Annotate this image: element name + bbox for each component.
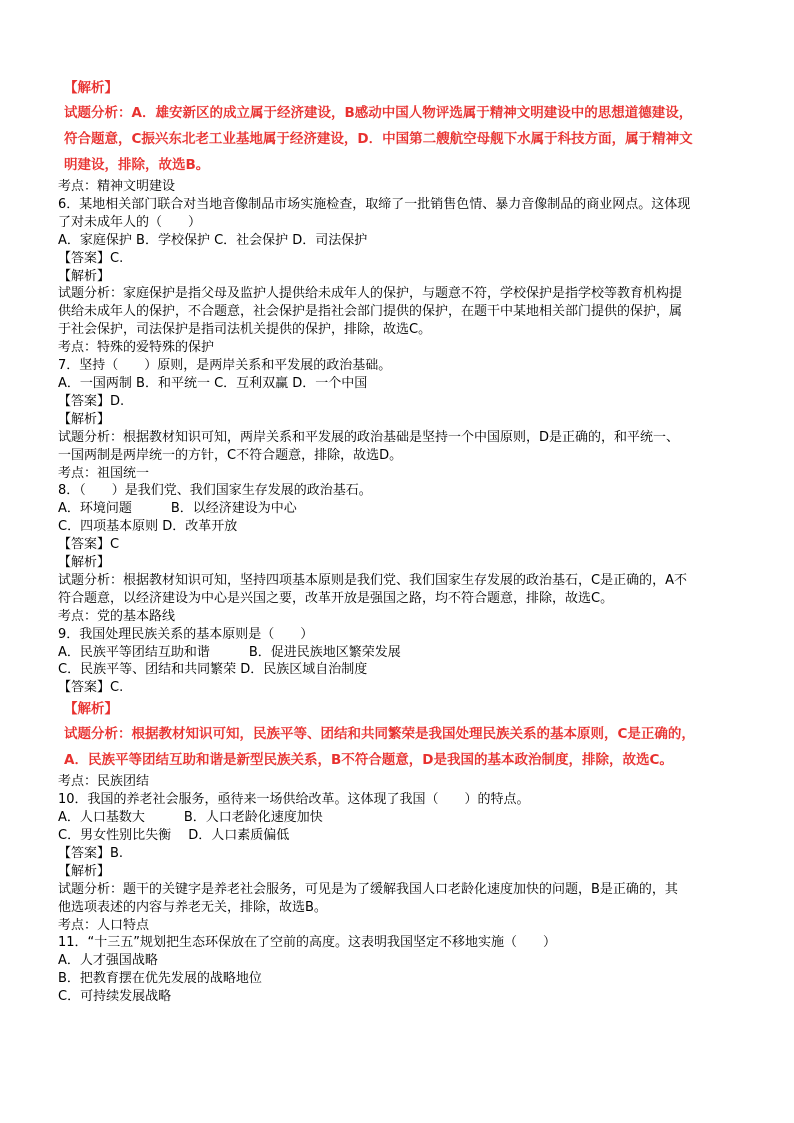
analysis-line: A．民族平等团结互助和谐是新型民族关系，B不符合题意，D是我国的基本政治制度，排除，故选C。	[64, 752, 673, 769]
kaodian-line: 考点：人口特点	[58, 917, 150, 933]
question-stem: 11．“十三五”规划把生态环保放在了空前的高度。这表明我国坚定不移地实施（ ）	[58, 935, 557, 951]
analysis-line: 符合题意，以经济建设为中心是兴国之要，改革开放是强国之路，均不符合题意，排除，故选C。	[58, 590, 614, 606]
analysis-heading: 【解析】	[58, 268, 111, 284]
kaodian-line: 考点：祖国统一	[58, 465, 150, 481]
analysis-line: 试题分析：A．雄安新区的成立属于经济建设，B感动中国人物评选属于精神文明建设中的思想道德建设，	[64, 105, 693, 121]
analysis-line: 符合题意，C振兴东北老工业基地属于经济建设，D．中国第二艘航空母舰下水属于科技方面，属于精神文	[64, 131, 693, 147]
question-options: A．人口基数大 B．人口老龄化速度加快	[58, 810, 323, 826]
question-stem: 7．坚持（ ）原则，是两岸关系和平发展的政治基础。	[58, 358, 392, 374]
kaodian-line: 考点：特殊的爱特殊的保护	[58, 340, 215, 356]
answer-line: 【答案】D.	[58, 393, 125, 409]
question-options: A．家庭保护 B．学校保护 C．社会保护 D．司法保护	[58, 232, 368, 248]
analysis-line: 一国两制是两岸统一的方针，C不符合题意，排除，故选D。	[58, 447, 403, 463]
analysis-heading: 【解析】	[58, 411, 111, 427]
question-options: A．人才强国战略	[58, 953, 158, 969]
question-stem: 了对未成年人的（ ）	[58, 214, 202, 230]
analysis-heading: 【解析】	[58, 555, 111, 571]
question-stem: 6．某地相关部门联合对当地音像制品市场实施检查，取缔了一批销售色情、暴力音像制品的商业网点。这体现	[58, 196, 691, 212]
question-options: C．可持续发展战略	[58, 989, 172, 1005]
question-options: A．一国两制 B．和平统一 C．互利双赢 D．一个中国	[58, 375, 368, 391]
question-stem: 8．（ ）是我们党、我们国家生存发展的政治基石。	[58, 483, 372, 499]
answer-line: 【答案】C.	[58, 680, 124, 696]
question-options: A．环境问题 B．以经济建设为中心	[58, 501, 297, 517]
kaodian-line: 考点：精神文明建设	[58, 179, 176, 194]
analysis-line: 试题分析：根据教材知识可知，民族平等、团结和共同繁荣是我国处理民族关系的基本原则，C是正确的，	[64, 726, 695, 743]
question-options: B．把教育摆在优先发展的战略地位	[58, 971, 262, 987]
analysis-heading: 【解析】	[64, 701, 118, 718]
question-options: C．民族平等、团结和共同繁荣 D．民族区域自治制度	[58, 662, 368, 678]
analysis-line: 试题分析：根据教材知识可知，坚持四项基本原则是我们党、我们国家生存发展的政治基石，C是正确的，A不	[58, 572, 687, 588]
question-options: C．男女性别比失衡 D．人口素质偏低	[58, 828, 290, 843]
question-stem: 9．我国处理民族关系的基本原则是（ ）	[58, 626, 314, 642]
kaodian-line: 考点：民族团结	[58, 774, 150, 790]
analysis-line: 试题分析：家庭保护是指父母及监护人提供给未成年人的保护，与题意不符，学校保护是指学校等教育机构提	[58, 286, 683, 302]
analysis-line: 他选项表述的内容与养老无关，排除，故选B。	[58, 899, 327, 915]
document-page	[58, 76, 748, 1006]
analysis-line: 供给未成年人的保护，不合题意，社会保护是指社会部门提供的保护，在题干中某地相关部门提供的保护，属	[58, 304, 683, 320]
question-options: C．四项基本原则 D．改革开放	[58, 519, 238, 535]
analysis-line: 试题分析：根据教材知识可知，两岸关系和平发展的政治基础是坚持一个中国原则，D是正确的，和平统一、	[58, 429, 680, 445]
kaodian-line: 考点：党的基本路线	[58, 608, 176, 624]
question-options: A．民族平等团结互助和谐 B．促进民族地区繁荣发展	[58, 644, 401, 660]
question-stem: 10．我国的养老社会服务，亟待来一场供给改革。这体现了我国（ ）的特点。	[58, 792, 530, 808]
analysis-heading: 【解析】	[64, 80, 118, 96]
analysis-line: 于社会保护，司法保护是指司法机关提供的保护，排除，故选C。	[58, 322, 432, 338]
answer-line: 【答案】C	[58, 537, 120, 553]
answer-line: 【答案】B.	[58, 845, 124, 861]
analysis-heading: 【解析】	[58, 863, 111, 879]
analysis-line: 试题分析：题干的关键字是养老社会服务，可见是为了缓解我国人口老龄化速度加快的问题，B是正确的，其	[58, 881, 678, 897]
answer-line: 【答案】C.	[58, 250, 124, 266]
analysis-line: 明建设，排除，故选B。	[64, 157, 210, 173]
